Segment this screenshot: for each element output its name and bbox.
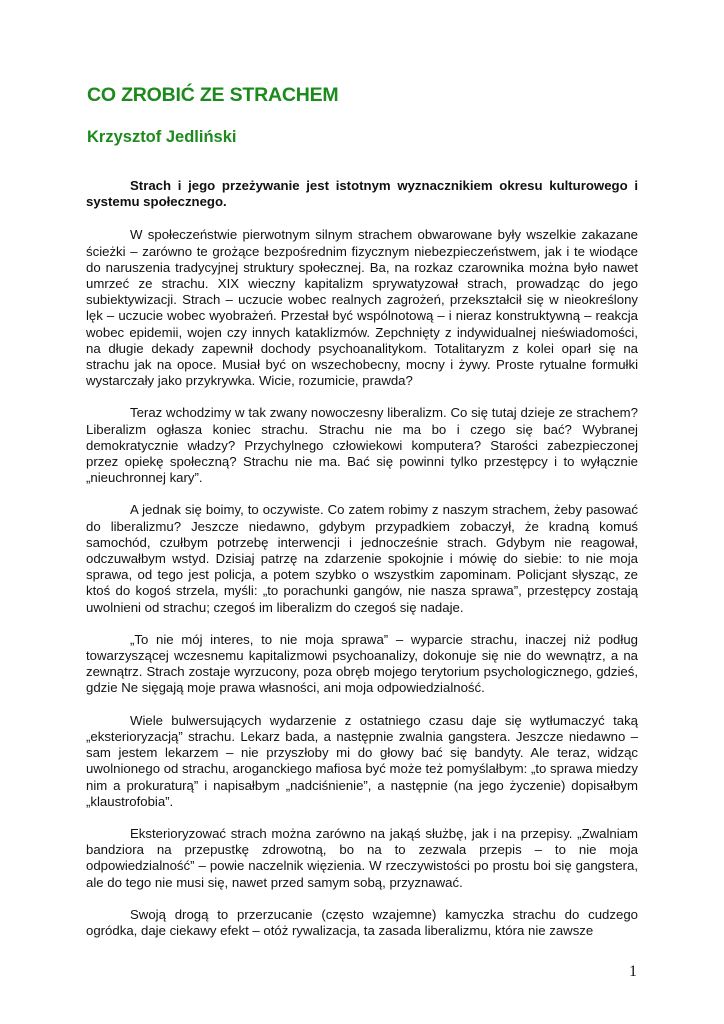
paragraph: Swoją drogą to przerzucanie (często wzajemne) kamyczka strachu do cudzego ogródka, daje ciekawy efekt – otóż rywalizacja, ta zasada liberalizmu, która nie zawsze	[86, 906, 638, 938]
page-number: 1	[629, 963, 637, 980]
paragraph: Teraz wchodzimy w tak zwany nowoczesny liberalizm. Co się tutaj dzieje ze strachem? Liberalizm ogłasza koniec strachu. Strachu nie ma bo i czego się bać? Wybranej demokratycznie władzy? Przychylnego człowiekowi komputera? Starości zabezpieczonej przez opiekę społeczną? Strachu nie ma. Bać się powinni tylko przestępcy i to wyłącznie „nieuchronnej kary”.	[86, 405, 638, 486]
paragraph: Wiele bulwersujących wydarzenie z ostatniego czasu daje się wytłumaczyć taką „eksterioryzacją” strachu. Lekarz bada, a następnie zwalnia gangstera. Jeszcze niedawno – sam jestem lekarzem – nie przyszłoby mi do głowy bać się bandyty. Ale teraz, widząc uwolnionego od strachu, aroganckiego mafiosa być może też pomyślałbym: „to sprawa miedzy nim a prokuraturą” i napisałbym „nadciśnienie”, a następnie (na jego życzenie) dopisałbym „klaustrofobia”.	[86, 712, 638, 809]
document-body	[86, 178, 638, 955]
document-author: Krzysztof Jedliński	[87, 128, 237, 146]
document-title: CO ZROBIĆ ZE STRACHEM	[87, 84, 339, 106]
paragraph: A jednak się boimy, to oczywiste. Co zatem robimy z naszym strachem, żeby pasować do liberalizmu? Jeszcze niedawno, gdybym przypadkiem zobaczył, że kradną komuś samochód, czułbym potrzebę interwencji i jednocześnie strach. Gdybym nie reagował, odczuwałbym wstyd. Dzisiaj patrzę na zdarzenie spokojnie i mówię do siebie: to nie moja sprawa, od tego jest policja, a potem szybko o wszystkim zapominam. Policjant słysząc, ze ktoś do kogoś strzela, myśli: „to porachunki gangów, nie nasza sprawa”, przestępcy zostają uwolnieni od strachu; czegoś im liberalizm do czegoś się nadaje.	[86, 502, 638, 615]
paragraph: W społeczeństwie pierwotnym silnym strachem obwarowane były wszelkie zakazane ścieżki – zarówno te grożące bezpośrednim fizycznym niebezpieczeństwem, jak i te wiodące do naruszenia tradycyjnej struktury społecznej. Ba, na rozkaz czarownika można było nawet umrzeć ze strachu. XIX wieczny kapitalizm sprywatyzował strach, prowadząc do jego subiektywizacji. Strach – uczucie wobec realnych zagrożeń, przekształcił się w nieokreślony lęk – uczucie wobec wyobrażeń. Przestał być wspólnotową – i nieraz konstruktywną – reakcja wobec epidemii, wojen czy innych kataklizmów. Zepchnięty z indywidualnej nieświadomości, na długie dekady zapewnił dochody psychoanalitykom. Totalitaryzm z kolei oparł się na strachu jak na opoce. Musiał być on wszechobecny, mocny i żywy. Proste rytualne formułki wystarczały jako przykrywka. Wicie, rozumicie, prawda?	[86, 227, 638, 389]
lead-paragraph: Strach i jego przeżywanie jest istotnym wyznacznikiem okresu kulturowego i systemu społecznego.	[86, 178, 638, 210]
paragraph: Eksterioryzować strach można zarówno na jakąś służbę, jak i na przepisy. „Zwalniam bandziora na przepustkę zdrowotną, bo na to zezwala przepis – to nie moja odpowiedzialność” – powie naczelnik więzienia. W rzeczywistości po prostu boi się gangstera, ale do tego nie musi się, nawet przed samym sobą, przyznawać.	[86, 825, 638, 890]
paragraph: „To nie mój interes, to nie moja sprawa” – wyparcie strachu, inaczej niż podług towarzyszącej wczesnemu kapitalizmowi psychoanalizy, dokonuje się nie do wewnątrz, a na zewnątrz. Strach zostaje wyrzucony, poza obręb mojego terytorium psychologicznego, gdzieś, gdzie Ne sięgają moje prawa własności, ani moja odpowiedzialność.	[86, 631, 638, 696]
